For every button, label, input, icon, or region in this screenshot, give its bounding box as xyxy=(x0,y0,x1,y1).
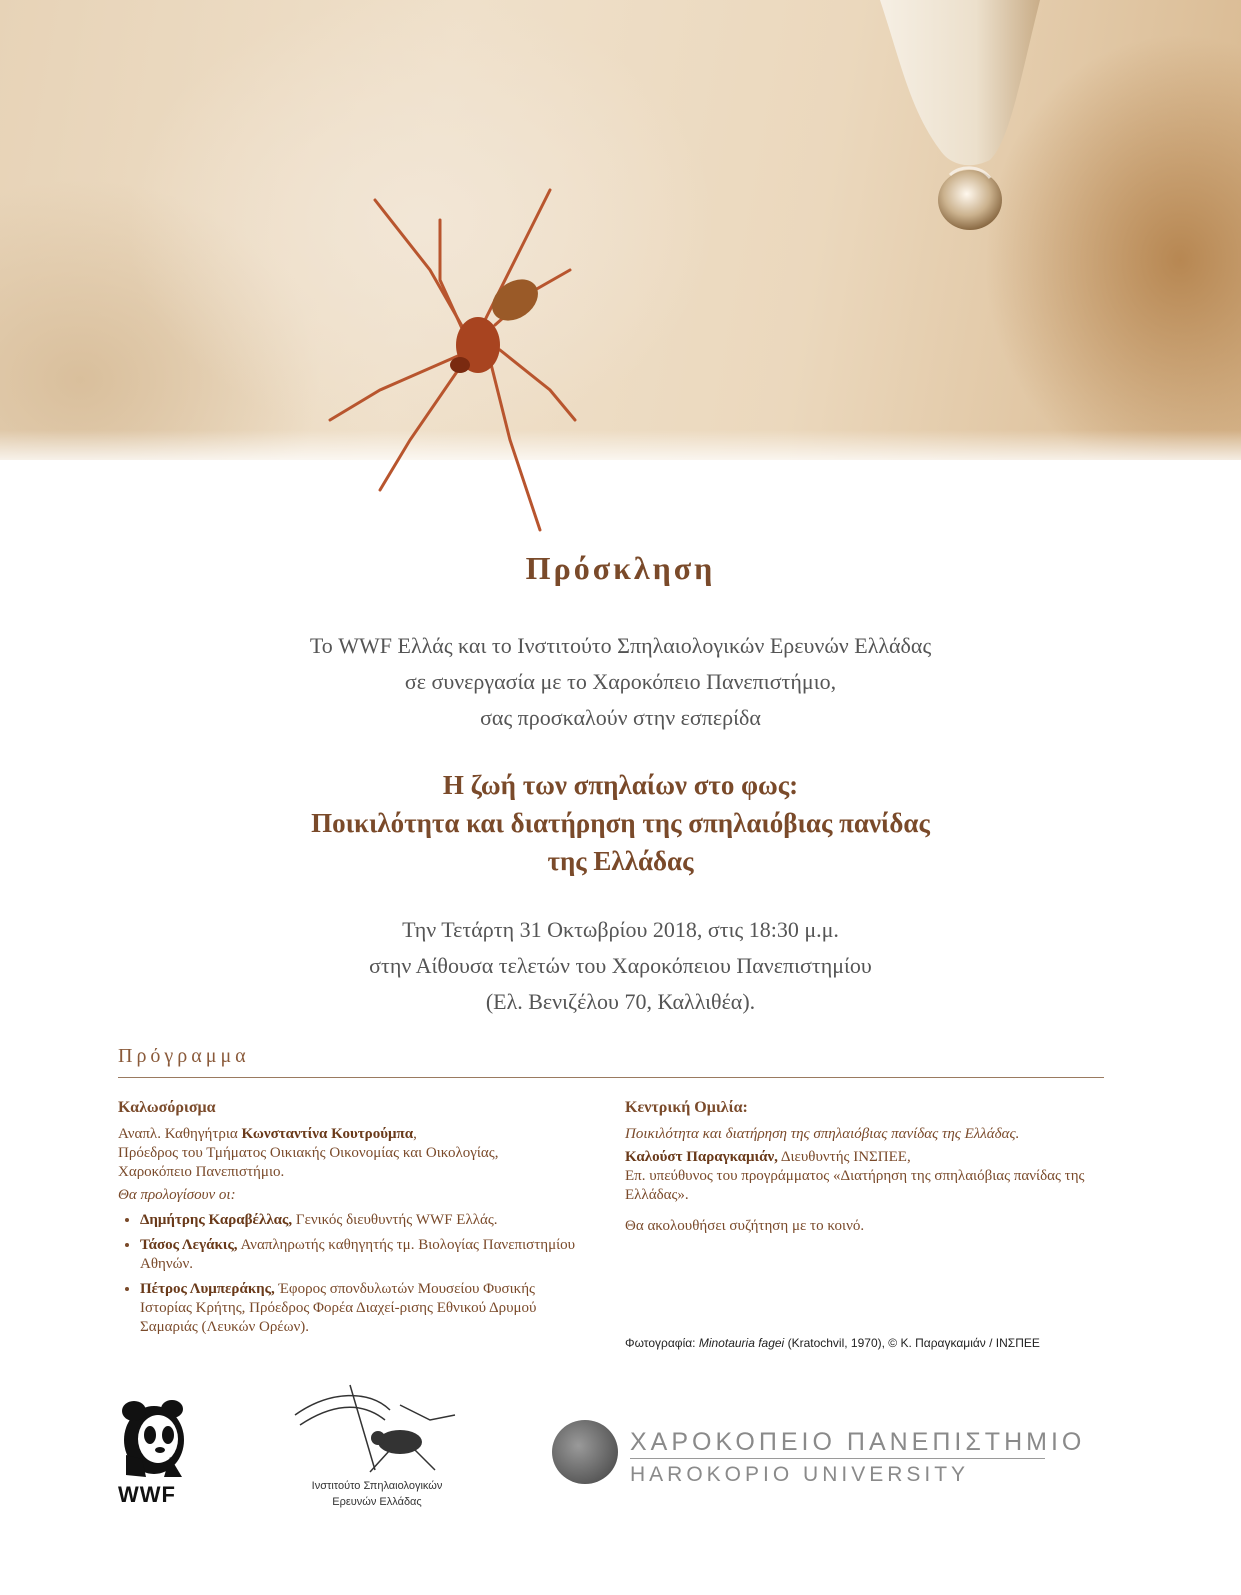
credit-prefix: Φωτογραφία: xyxy=(625,1336,699,1350)
photo-credit xyxy=(625,1336,1040,1350)
event-address: (Ελ. Βενιζέλου 70, Καλλιθέα). xyxy=(485,989,756,1014)
welcome-heading: Καλωσόρισμα xyxy=(118,1099,216,1116)
institute-cricket-logo xyxy=(290,1380,460,1475)
spider-illustration xyxy=(320,160,580,540)
keynote-speaker-name: Καλούστ Παραγκαμιάν, xyxy=(625,1149,778,1165)
list-item xyxy=(140,1211,588,1230)
keynote-speaker-project: Επ. υπεύθυνος του προγράμματος «Διατήρηση της σπηλαιόβιας πανίδας της Ελλάδας». xyxy=(625,1168,1085,1203)
credit-suffix: (Kratochvil, 1970), © Κ. Παραγκαμιάν / ΙΝΣΠΕΕ xyxy=(784,1336,1040,1350)
harokopio-name-greek: ΧΑΡΟΚΟΠΕΙΟ ΠΑΝΕΠΙΣΤΗΜΙΟ xyxy=(630,1428,1086,1456)
stalactite-drop-illustration xyxy=(870,0,1050,240)
speakers-list xyxy=(118,1211,588,1337)
host-role: Πρόεδρος του Τμήματος Οικιακής Οικονομίας και Οικολογίας, xyxy=(118,1145,499,1161)
harokopio-name-english: HAROKOPIO UNIVERSITY xyxy=(630,1463,970,1486)
list-item xyxy=(140,1280,588,1337)
host-name: Κωνσταντίνα Κουτρούμπα xyxy=(241,1126,414,1142)
keynote-heading: Κεντρική Ομιλία: xyxy=(625,1099,748,1116)
institute-name-line: Ινστιτούτο Σπηλαιολογικών xyxy=(311,1480,443,1492)
event-title-line: της Ελλάδας xyxy=(547,846,694,876)
list-item xyxy=(140,1236,588,1274)
program-heading: Πρόγραμμα xyxy=(118,1045,250,1067)
intro-line: σας προσκαλούν στην εσπερίδα xyxy=(480,705,761,730)
keynote-speaker xyxy=(625,1148,1105,1167)
discussion-note: Θα ακολουθήσει συζήτηση με το κοινό. xyxy=(625,1218,865,1234)
program-keynote-column xyxy=(625,1098,1105,1236)
keynote-topic: Ποικιλότητα και διατήρηση της σπηλαιόβιας πανίδας της Ελλάδας. xyxy=(625,1126,1020,1142)
photo-fade xyxy=(0,430,1241,460)
event-title xyxy=(0,766,1241,880)
speaker-name: Τάσος Λεγάκις, xyxy=(140,1237,238,1253)
speaker-role: Έφορος σπονδυλωτών Μουσείου Φυσικής Ιστορίας Κρήτης, Πρόεδρος Φορέα Διαχεί-ρισης Εθνικού Δρυμού Σαμαριάς (Λευκών Ορέων). xyxy=(140,1281,537,1335)
program-divider xyxy=(118,1077,1104,1078)
event-date: Την Τετάρτη 31 Οκτωβρίου 2018, στις 18:30 μ.μ. xyxy=(402,917,839,942)
event-details xyxy=(0,912,1241,1020)
invitation-intro xyxy=(0,628,1241,736)
credit-species: Minotauria fagei xyxy=(698,1336,785,1350)
wwf-wordmark: WWF xyxy=(118,1482,176,1507)
speaker-name: Πέτρος Λυμπεράκης, xyxy=(140,1281,275,1297)
keynote-speaker-role: Διευθυντής ΙΝΣΠΕΕ, xyxy=(777,1149,911,1165)
speaker-role: Αναπληρωτής καθηγητής τμ. Βιολογίας Πανεπιστημίου Αθηνών. xyxy=(140,1237,576,1272)
speaker-role: Γενικός διευθυντής WWF Ελλάς. xyxy=(292,1212,498,1228)
institute-name xyxy=(262,1478,492,1510)
program-welcome-column xyxy=(118,1098,588,1343)
host-affiliation: Χαροκόπειο Πανεπιστήμιο. xyxy=(118,1164,285,1180)
event-title-line: Η ζωή των σπηλαίων στο φως: xyxy=(442,770,799,800)
event-venue: στην Αίθουσα τελετών του Χαροκόπειου Πανεπιστημίου xyxy=(369,953,872,978)
harokopio-seal-icon xyxy=(552,1420,618,1484)
speakers-intro: Θα προλογίσουν οι: xyxy=(118,1187,236,1203)
speaker-name: Δημήτρης Καραβέλλας, xyxy=(140,1212,293,1228)
institute-name-line: Ερευνών Ελλάδας xyxy=(332,1496,422,1508)
welcome-host xyxy=(118,1125,588,1144)
event-title-line: Ποικιλότητα και διατήρηση της σπηλαιόβιας πανίδας xyxy=(311,808,930,838)
harokopio-divider xyxy=(630,1458,1045,1459)
page-title: Πρόσκληση xyxy=(525,550,716,586)
intro-line: σε συνεργασία με το Χαροκόπειο Πανεπιστήμιο, xyxy=(404,669,837,694)
host-suffix: , xyxy=(413,1126,417,1142)
header-photo xyxy=(0,0,1241,460)
intro-line: Το WWF Ελλάς και το Ινστιτούτο Σπηλαιολογικών Ερευνών Ελλάδας xyxy=(309,633,932,658)
host-title: Αναπλ. Καθηγήτρια xyxy=(118,1126,242,1142)
